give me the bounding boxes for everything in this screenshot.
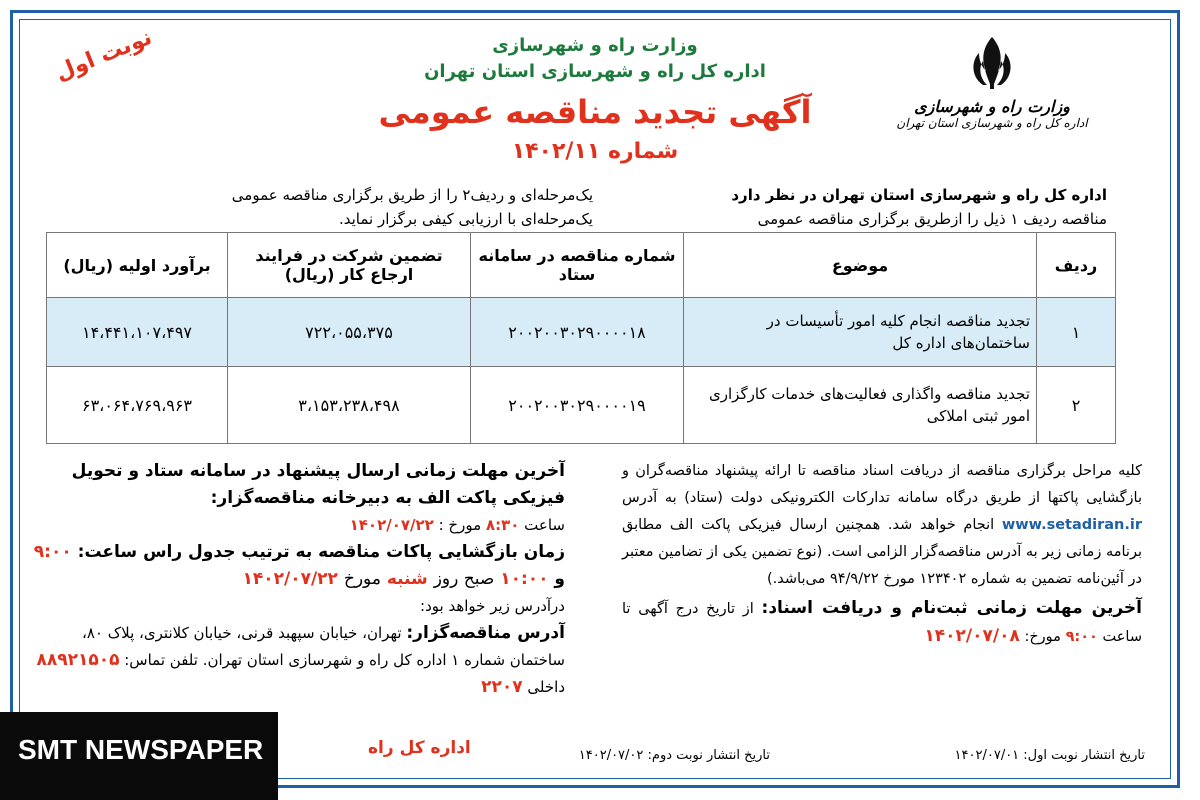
registration-deadline-mid: مورخ: bbox=[1024, 629, 1061, 645]
cell-row-number: ۱ bbox=[1037, 298, 1116, 367]
opening-day: شنبه bbox=[386, 569, 428, 589]
iran-emblem-icon bbox=[957, 33, 1027, 95]
intro-right bbox=[587, 183, 1107, 231]
logo-subcaption: اداره کل راه و شهرسازی استان تهران bbox=[896, 116, 1088, 130]
extension-number: ۲۲۰۷ bbox=[481, 677, 523, 697]
intro-right-line1: اداره کل راه و شهرسازی استان تهران در نظر دارد bbox=[731, 186, 1107, 204]
intro-left-line1: یک‌مرحله‌ای و ردیف۲ را از طریق برگزاری مناقصه عمومی bbox=[231, 186, 593, 204]
newspaper-watermark bbox=[0, 712, 278, 800]
header-tender-number: شماره مناقصه در سامانه ستاد bbox=[471, 233, 684, 298]
phone-number: ۸۸۹۲۱۵۰۵ bbox=[36, 650, 120, 670]
ad-title: آگهی تجدید مناقصه عمومی bbox=[378, 93, 812, 131]
registration-deadline-time: ۹:۰۰ bbox=[1065, 629, 1098, 645]
header-row-number: ردیف bbox=[1037, 233, 1116, 298]
opening-time-1: ۹:۰۰ bbox=[33, 542, 72, 562]
cell-tender-number: ۲۰۰۲۰۰۳۰۲۹۰۰۰۰۱۹ bbox=[471, 367, 684, 444]
signature: اداره کل راه bbox=[368, 738, 471, 758]
ministry-name: وزارت راه و شهرسازی bbox=[492, 35, 698, 56]
header-estimate: برآورد اولیه (ریال) bbox=[47, 233, 228, 298]
cell-guarantee: ۷۲۲،۰۵۵،۳۷۵ bbox=[228, 298, 471, 367]
opening-heading-text: زمان بازگشایی پاکات مناقصه به ترتیب جدول راس ساعت: bbox=[77, 542, 565, 562]
cell-row-number: ۲ bbox=[1037, 367, 1116, 444]
submission-time-mid: مورخ : bbox=[438, 516, 482, 534]
address-block bbox=[30, 620, 565, 701]
cell-estimate: ۶۳،۰۶۴،۷۶۹،۹۶۳ bbox=[47, 367, 228, 444]
header-subject: موضوع bbox=[684, 233, 1037, 298]
table-row bbox=[47, 298, 1116, 367]
logo-caption: وزارت راه و شهرسازی bbox=[914, 97, 1070, 116]
department-name: اداره کل راه و شهرسازی استان تهران bbox=[424, 61, 766, 82]
registration-deadline-label: آخرین مهلت زمانی ثبت‌نام و دریافت اسناد: bbox=[761, 598, 1142, 618]
table-header-row bbox=[47, 233, 1116, 298]
opening-date: ۱۴۰۲/۰۷/۲۲ bbox=[242, 569, 338, 589]
submission-deadline-heading: آخرین مهلت زمانی ارسال پیشنهاد در سامانه ستاد و تحویل فیزیکی پاکت الف به دبیرخانه مناقصه‌گزار: bbox=[71, 461, 565, 508]
opening-dated: مورخ bbox=[343, 569, 381, 589]
cell-guarantee: ۳،۱۵۳،۲۳۸،۴۹۸ bbox=[228, 367, 471, 444]
address-text: تهران، خیابان سپهبد قرنی، خیابان کلانتری، پلاک ۸۰، ساختمان شماره ۱ اداره کل راه و شهرسازی استان تهران. تلفن تماس: bbox=[82, 624, 565, 669]
header-guarantee: تضمین شرکت در فرایند ارجاع کار (ریال) bbox=[228, 233, 471, 298]
submission-date: ۱۴۰۲/۰۷/۲۲ bbox=[349, 516, 434, 534]
intro-left bbox=[213, 183, 593, 231]
opening-and: و bbox=[554, 569, 565, 589]
opening-heading bbox=[30, 539, 565, 593]
newspaper-brand: SMT NEWSPAPER bbox=[18, 734, 264, 765]
address-intro: درآدرس زیر خواهد بود: bbox=[420, 597, 565, 615]
procedure-text-end: انجام خواهد شد. همچنین ارسال فیزیکی پاکت الف مطابق برنامه زمانی زیر به آدرس مناقصه‌گزار الزامی است. (نوع تضمین یکی از تضامین معتبر در آئین‌نامه تضمین به شماره ۱۲۳۴۰۲ مورخ ۹۴/۹/۲۲ می‌باشد.) bbox=[622, 517, 1142, 587]
submission-time-prefix: ساعت bbox=[524, 516, 565, 534]
round-stamp: نوبت اول bbox=[52, 24, 156, 87]
right-column bbox=[622, 458, 1142, 651]
cell-tender-number: ۲۰۰۲۰۰۳۰۲۹۰۰۰۰۱۸ bbox=[471, 298, 684, 367]
cell-subject: تجدید مناقصه واگذاری فعالیت‌های خدمات کارگزاری امور ثبتی املاکی bbox=[684, 367, 1037, 444]
submission-time: ۸:۳۰ bbox=[485, 516, 520, 534]
first-publication-date: تاریخ انتشار نوبت اول: ۱۴۰۲/۰۷/۰۱ bbox=[954, 748, 1145, 763]
registration-deadline bbox=[622, 595, 1142, 651]
opening-morning: صبح روز bbox=[433, 569, 495, 589]
left-column bbox=[30, 458, 565, 701]
procedure-text: کلیه مراحل برگزاری مناقصه از دریافت اسناد مناقصه تا ارائه پیشنهاد مناقصه‌گران و بازگشایی پاکتها از طریق درگاه سامانه تدارکات الکترونیکی دولت (ستاد) به آدرس bbox=[622, 463, 1142, 506]
submission-deadline-line bbox=[30, 512, 565, 539]
table-row bbox=[47, 367, 1116, 444]
ministry-logo bbox=[862, 33, 1122, 163]
intro-right-line2: مناقصه ردیف ۱ ذیل را ازطریق برگزاری مناقصه عمومی bbox=[757, 210, 1107, 228]
registration-deadline-text: از تاریخ درج آگهی تا ساعت bbox=[622, 601, 1142, 645]
intro-left-line2: یک‌مرحله‌ای با ارزیابی کیفی برگزار نماید. bbox=[338, 210, 593, 228]
tender-table bbox=[46, 232, 1116, 444]
setad-website-link[interactable]: www.setadiran.ir bbox=[1001, 517, 1142, 533]
extension-label: داخلی bbox=[527, 678, 565, 696]
ad-number: شماره ۱۴۰۲/۱۱ bbox=[511, 139, 679, 164]
registration-deadline-date: ۱۴۰۲/۰۷/۰۸ bbox=[924, 626, 1020, 646]
address-label: آدرس مناقصه‌گزار: bbox=[406, 623, 565, 643]
cell-subject: تجدید مناقصه انجام کلیه امور تأسیسات در ساختمان‌های اداره کل bbox=[684, 298, 1037, 367]
opening-time-2: ۱۰:۰۰ bbox=[500, 569, 549, 589]
cell-estimate: ۱۴،۴۴۱،۱۰۷،۴۹۷ bbox=[47, 298, 228, 367]
second-publication-date: تاریخ انتشار نوبت دوم: ۱۴۰۲/۰۷/۰۲ bbox=[578, 748, 770, 763]
